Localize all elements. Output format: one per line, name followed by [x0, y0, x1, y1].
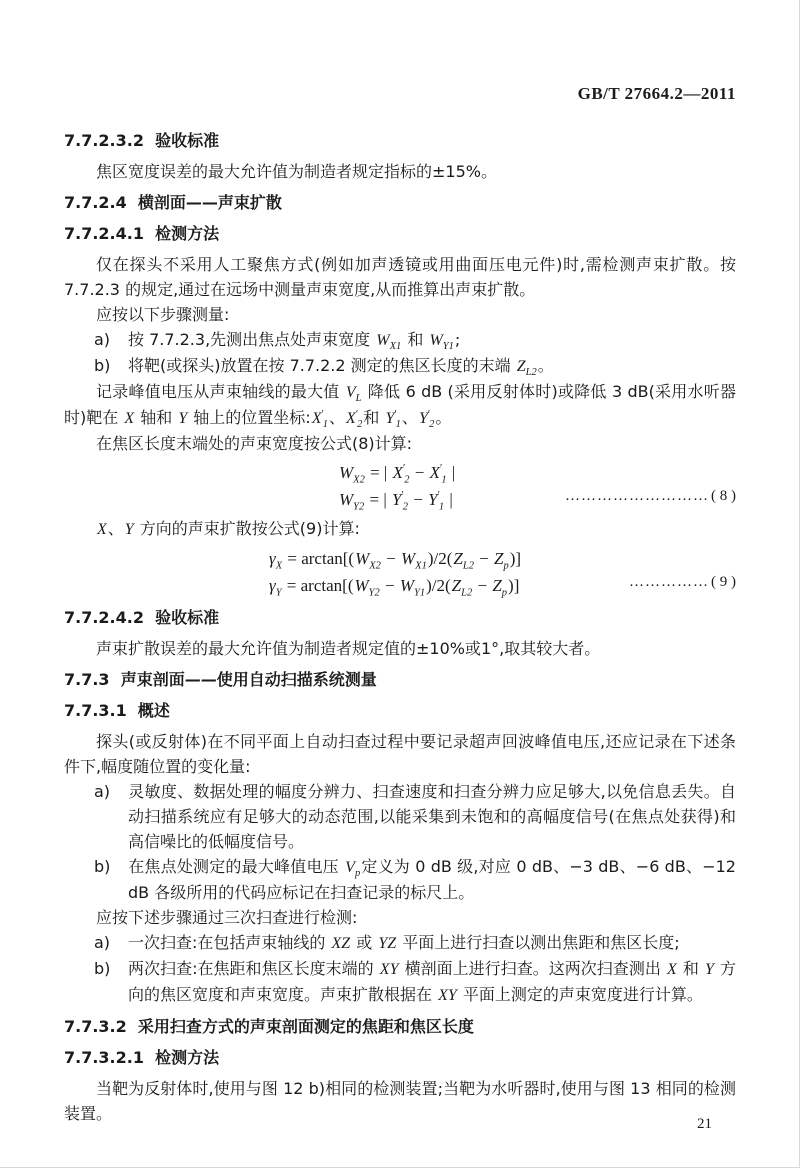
- list-item-step-a: [64, 327, 736, 353]
- list-item-first-scan: [64, 930, 736, 956]
- formula-9: [64, 545, 736, 599]
- list-label-b: b): [94, 857, 111, 876]
- formula-8: [64, 459, 736, 513]
- para-steps-lead-2: 应按下述步骤通过三次扫查进行检测:: [96, 908, 358, 927]
- para-method-intro: 仅在探头不采用人工聚焦方式(例如加声透镜或用曲面压电元件)时,需检测声束扩散。按7.7.2.3 的规定,通过在远场中测量声束宽度,从而推算出声束扩散。: [64, 255, 736, 299]
- heading-7-7-2-4-1: 7.7.2.4.1 检测方法: [64, 224, 220, 243]
- heading-7-7-2-4-2: 7.7.2.4.2 验收标准: [64, 608, 220, 627]
- list-label-b: b): [94, 356, 111, 375]
- list-label-a: a): [94, 782, 111, 801]
- list-item-step-b: [64, 353, 736, 379]
- list-text-second-scan: 两次扫查:在焦距和焦区长度末端的 XY 横剖面上进行扫查。这两次扫查测出 X 和 Y 方向的焦区宽度和声束宽度。声束扩散根据在 XY 平面上测定的声束宽度进行计算。: [128, 959, 736, 1004]
- page-number: 21: [697, 1116, 712, 1132]
- formula-9-number: ( 9 ): [711, 574, 736, 590]
- heading-7-7-3-1: 7.7.3.1 概述: [64, 701, 170, 720]
- formula-9-reference: [629, 570, 736, 595]
- list-text-first-scan: 一次扫查:在包括声束轴线的 XZ 或 YZ 平面上进行扫查以测出焦距和焦区长度;: [128, 933, 680, 952]
- para-formula9-intro: X、Y 方向的声束扩散按公式(9)计算:: [97, 519, 360, 538]
- dot-leader: ………………………: [565, 488, 709, 504]
- list-label-a: a): [94, 933, 111, 952]
- formula-9-line-2: $\gamma_Y = \arctan[(W_{Y2} - W_{Y1})/2(Z_{L2} - Z_p)]$: [269, 576, 520, 599]
- list-text-sensitivity: 灵敏度、数据处理的幅度分辨力、扫查速度和扫查分辨力应足够大,以免信息丢失。自动扫描系统应有足够大的动态范围,以能采集到未饱和的高幅度信号(在焦点处获得)和高信噪比的低幅度信号。: [128, 782, 736, 851]
- para-target-devices: 当靶为反射体时,使用与图 12 b)相同的检测装置;当靶为水听器时,使用与图 13 相同的检测装置。: [64, 1079, 736, 1123]
- list-text-step-a: 按 7.7.2.3,先测出焦点处声束宽度 $W_{X1}$ 和 $W_{Y1}$;: [128, 330, 461, 353]
- formula-8-line-2: $W_{Y2}$ = | $Y'_2 - Y'_1$ |: [339, 490, 453, 513]
- list-item-sensitivity: [64, 779, 736, 854]
- list-label-b: b): [94, 959, 111, 978]
- para-spread-acceptance: 声束扩散误差的最大允许值为制造者规定值的±10%或1°,取其较大者。: [96, 639, 601, 658]
- list-text-voltage-levels: 在焦点处测定的最大峰值电压 $V_p$定义为 0 dB 级,对应 0 dB、−3 dB、−6 dB、−12 dB 各级所用的代码应标记在扫查记录的标尺上。: [128, 857, 736, 902]
- formula-9-line-1: $\gamma_X = \arctan[(W_{X2} - W_{X1})/2(Z_{L2} - Z_p)]$: [269, 549, 522, 572]
- standard-number: GB/T 27664.2—2011: [577, 84, 736, 103]
- list-label-a: a): [94, 330, 111, 349]
- formula-8-number: ( 8 ): [711, 488, 736, 504]
- para-width-acceptance: 焦区宽度误差的最大允许值为制造者规定指标的±15%。: [96, 162, 497, 181]
- formula-8-line-1: $W_{X2}$ = | $X'_2 - X'_1$ |: [339, 463, 456, 486]
- para-steps-lead-1: 应按以下步骤测量:: [96, 305, 230, 324]
- dot-leader: ……………: [629, 574, 709, 590]
- heading-7-7-3: 7.7.3 声束剖面——使用自动扫描系统测量: [64, 670, 377, 689]
- formula-8-reference: [565, 484, 736, 509]
- heading-7-7-3-2-1: 7.7.3.2.1 检测方法: [64, 1048, 220, 1067]
- list-text-step-b: 将靶(或探头)放置在按 7.7.2.2 测定的焦区长度的末端 $Z_{L2}$。: [128, 356, 554, 379]
- para-formula8-intro: 在焦区长度末端处的声束宽度按公式(8)计算:: [96, 434, 413, 453]
- heading-7-7-2-4: 7.7.2.4 横剖面——声束扩散: [64, 193, 282, 212]
- list-item-second-scan: [64, 956, 736, 1008]
- heading-7-7-3-2: 7.7.3.2 采用扫查方式的声束剖面测定的焦距和焦区长度: [64, 1017, 474, 1036]
- list-item-voltage-levels: [64, 854, 736, 905]
- para-record-voltage: 记录峰值电压从声束轴线的最大值 $V_L$ 降低 6 dB (采用反射体时)或降低 3 dB(采用水听器时)靶在 X 轴和 Y 轴上的位置坐标$:X'_1$、$X'_2$和 $Y'_1$、$Y'_2$。: [64, 382, 736, 431]
- para-overview-intro: 探头(或反射体)在不同平面上自动扫查过程中要记录超声回波峰值电压,还应记录在下述条件下,幅度随位置的变化量:: [64, 732, 736, 776]
- heading-7-7-2-3-2: 7.7.2.3.2 验收标准: [64, 131, 220, 150]
